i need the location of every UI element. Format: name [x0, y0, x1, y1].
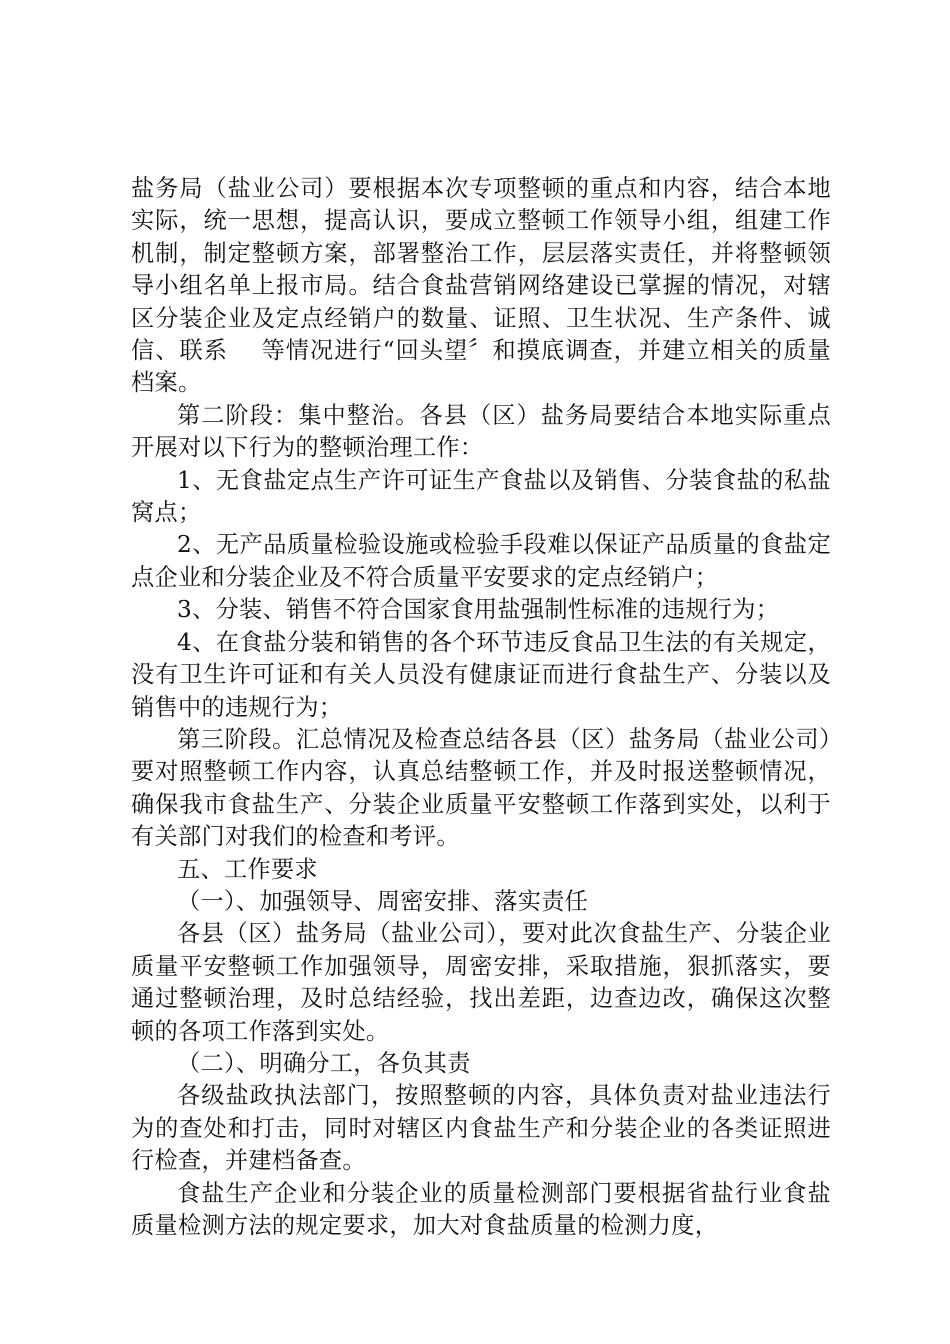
paragraph-stage-three: 第三阶段。汇总情况及检查总结各县（区）盐务局（盐业公司）要对照整顿工作内容，认真总结整顿工作，并及时报送整顿情况，确保我市食盐生产、分装企业质量平安整顿工作落到实处，以利于有关部门对我们的检查和考评。 — [131, 725, 831, 851]
subheading-clear-division: （二）、明确分工，各负其责 — [177, 1049, 471, 1077]
subheading-strengthen-leadership: （一）、加强领导、周密安排、落实责任 — [177, 887, 589, 915]
paragraph-item-2: 2、无产品质量检验设施或检验手段难以保证产品质量的食盐定点企业和分装企业及不符合质量平安要求的定点经销户； — [131, 531, 831, 591]
paragraph-continuation-salt-bureau: 盐务局（盐业公司）要根据本次专项整顿的重点和内容，结合本地实际，统一思想，提高认识，要成立整顿工作领导小组，组建工作机制，制定整顿方案，部署整治工作，层层落实责任，并将整顿领导小组名单上报市局。结合食盐营销网络建设已掌握的情况，对辖区分装企业及定点经销户的数量、证照、卫生状况、生产条件、诚信、联系 等情况进行“回头望〞和摸底调查，并建立相关的质量档案。 — [131, 175, 831, 397]
paragraph-item-1: 1、无食盐定点生产许可证生产食盐以及销售、分装食盐的私盐窝点； — [131, 466, 831, 527]
section-heading-work-requirements: 五、工作要求 — [177, 855, 318, 883]
paragraph-item-4: 4、在食盐分装和销售的各个环节违反食品卫生法的有关规定，没有卫生许可证和有关人员没有健康证而进行食盐生产、分装以及销售中的违规行为； — [131, 628, 831, 721]
paragraph-stage-two: 第二阶段：集中整治。各县（区）盐务局要结合本地实际重点开展对以下行为的整顿治理工作： — [131, 401, 831, 462]
paragraph-leadership: 各县（区）盐务局（盐业公司），要对此次食盐生产、分装企业质量平安整顿工作加强领导，周密安排，采取措施，狠抓落实，要通过整顿治理，及时总结经验，找出差距，边查边改，确保这次整顿的各项工作落到实处。 — [131, 920, 831, 1045]
paragraph-quality-inspection: 食盐生产企业和分装企业的质量检测部门要根据省盐行业食盐质量检测方法的规定要求，加大对食盐质量的检测力度， — [131, 1179, 831, 1239]
paragraph-enforcement-departments: 各级盐政执法部门，按照整顿的内容，具体负责对盐业违法行为的查处和打击，同时对辖区内食盐生产和分装企业的各类证照进行检查，并建档备查。 — [131, 1082, 831, 1175]
document-body — [131, 173, 831, 1242]
paragraph-item-3: 3、分装、销售不符合国家食用盐强制性标准的违规行为； — [177, 596, 780, 624]
